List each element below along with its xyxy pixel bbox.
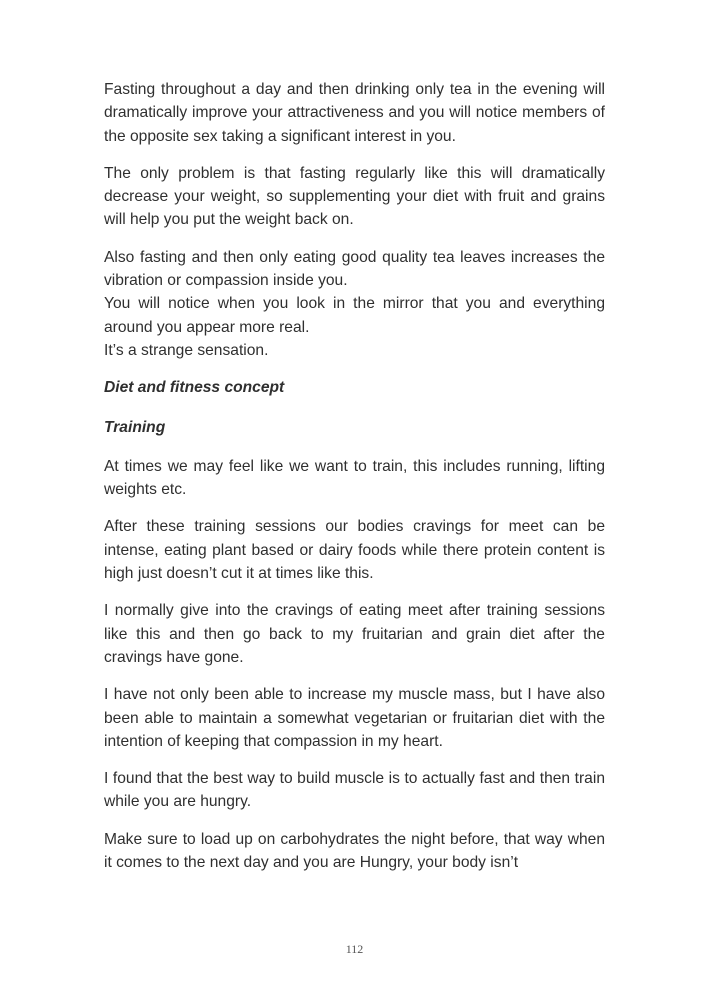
sensation-line: It’s a strange sensation. — [104, 341, 269, 359]
vibration-line: Also fasting and then only eating good quality tea leaves increases the vibration or compassion inside you. — [104, 248, 605, 290]
heading-training: Training — [104, 418, 166, 436]
page-number: 112 — [345, 942, 364, 956]
paragraph-muscle-mass: I have not only been able to increase my muscle mass, but I have also been able to maintain a somewhat vegetarian or fruitarian diet with the intention of keeping that compassion in my heart. — [104, 686, 605, 750]
paragraph-vibration — [104, 246, 605, 362]
paragraph-fast-train: I found that the best way to build muscle is to actually fast and then train while you are hungry. — [104, 770, 605, 811]
paragraph-fasting-tea: Fasting throughout a day and then drinking only tea in the evening will dramatically improve your attractiveness and you will notice members of the opposite sex taking a significant interest in you. — [104, 81, 605, 145]
paragraph-fasting-weight: The only problem is that fasting regularly like this will dramatically decrease your weight, so supplementing your diet with fruit and grains will help you put the weight back on. — [104, 164, 605, 229]
paragraph-cravings: After these training sessions our bodies cravings for meet can be intense, eating plant based or dairy foods while there protein content is high just doesn’t cut it at times like this. — [104, 518, 605, 583]
paragraph-give-in: I normally give into the cravings of eating meet after training sessions like this and then go back to my fruitarian and grain diet after the cravings have gone. — [104, 602, 605, 666]
paragraph-train-desire: At times we may feel like we want to train, this includes running, lifting weights etc. — [104, 457, 605, 499]
paragraph-carbohydrates: Make sure to load up on carbohydrates the night before, that way when it comes to the next day and you are Hungry, your body isn’t — [104, 830, 605, 872]
heading-diet-fitness: Diet and fitness concept — [104, 379, 285, 397]
mirror-line: You will notice when you look in the mirror that you and everything around you appear more real. — [104, 295, 605, 336]
page-content — [104, 78, 605, 888]
